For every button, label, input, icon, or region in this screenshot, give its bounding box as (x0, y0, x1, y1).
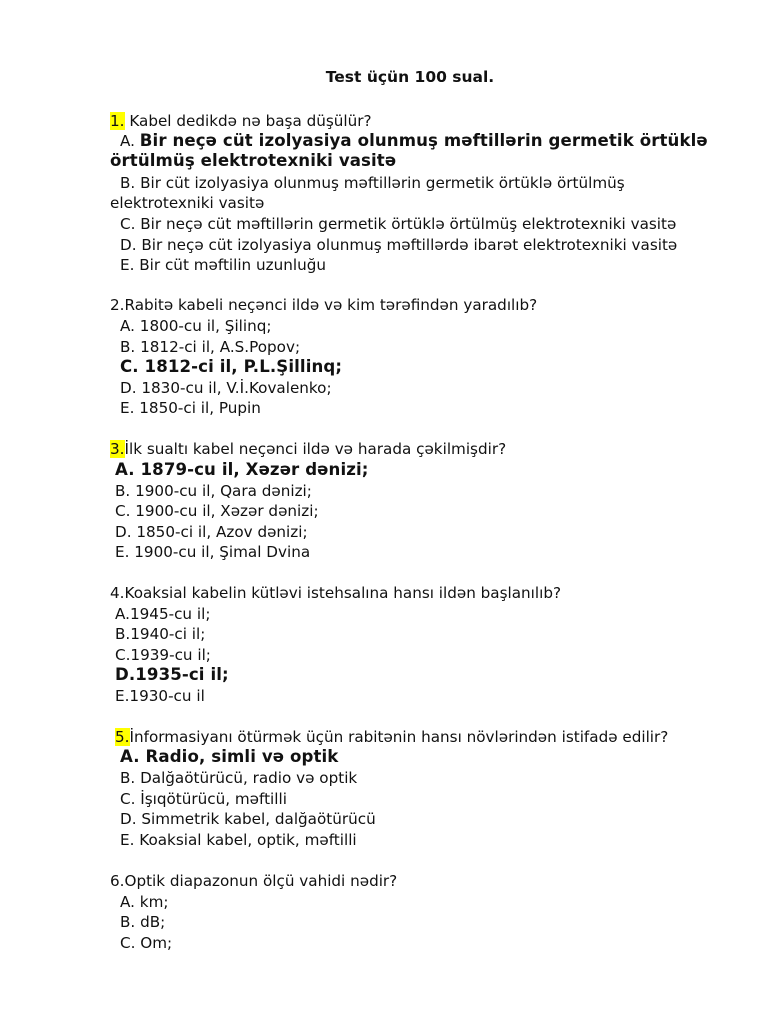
option-1a-continued: örtülmüş elektrotexniki vasitə (110, 151, 397, 170)
option-1c: C. Bir neçə cüt məftillərin germetik örtüklə örtülmüş elektrotexniki vasitə (120, 215, 677, 233)
option-3b: B. 1900-cu il, Qara dənizi; (115, 482, 312, 500)
option-4e: E.1930-cu il (115, 687, 205, 705)
question-number-highlight: 1. (110, 112, 125, 130)
option-5a-correct: A. Radio, simli və optik (120, 747, 339, 766)
option-2e: E. 1850-ci il, Pupin (120, 399, 261, 417)
question-text: Kabel dedikdə nə başa düşülür? (124, 112, 372, 130)
option-6a: A. km; (120, 893, 169, 911)
option-5c: C. İşıqötürücü, məftilli (120, 790, 287, 808)
question-3 (110, 439, 506, 459)
question-text: 2.Rabitə kabeli neçənci ildə və kim tərəfindən yaradılıb? (110, 296, 538, 314)
option-1e: E. Bir cüt məftilin uzunluğu (120, 256, 326, 274)
question-text: İnformasiyanı ötürmək üçün rabitənin hansı növlərindən istifadə edilir? (129, 728, 669, 746)
option-1a (120, 131, 708, 151)
question-number-highlight: 5. (115, 728, 130, 746)
option-1d: D. Bir neçə cüt izolyasiya olunmuş məftillərdə ibarət elektrotexniki vasitə (120, 236, 678, 254)
option-5d: D. Simmetrik kabel, dalğaötürücü (120, 810, 376, 828)
question-4 (110, 583, 561, 603)
document-title: Test üçün 100 sual. (325, 68, 495, 86)
question-text: 6.Optik diapazonun ölçü vahidi nədir? (110, 872, 398, 890)
question-text: İlk sualtı kabel neçənci ildə və harada çəkilmişdir? (124, 440, 507, 458)
option-6b: B. dB; (120, 913, 166, 931)
question-5 (115, 727, 668, 747)
option-2d: D. 1830-cu il, V.İ.Kovalenko; (120, 379, 332, 397)
question-2 (110, 295, 537, 315)
option-4c: C.1939-cu il; (115, 646, 211, 664)
option-1b: B. Bir cüt izolyasiya olunmuş məftillərin germetik örtüklə örtülmüş (120, 174, 625, 192)
question-number-highlight: 3. (110, 440, 125, 458)
option-4b: B.1940-ci il; (115, 625, 206, 643)
option-2b: B. 1812-ci il, A.S.Popov; (120, 338, 301, 356)
option-5b: B. Dalğaötürücü, radio və optik (120, 769, 358, 787)
option-letter: A. (120, 132, 140, 150)
correct-answer: Bir neçə cüt izolyasiya olunmuş məftillərin germetik örtüklə (139, 131, 708, 150)
option-2a: A. 1800-cu il, Şilinq; (120, 317, 272, 335)
question-1 (110, 111, 372, 131)
option-4a: A.1945-cu il; (115, 605, 211, 623)
option-5e: E. Koaksial kabel, optik, məftilli (120, 831, 357, 849)
option-3c: C. 1900-cu il, Xəzər dənizi; (115, 502, 319, 520)
option-1b-continued: elektrotexniki vasitə (110, 194, 265, 212)
option-6c: C. Om; (120, 934, 173, 952)
option-3e: E. 1900-cu il, Şimal Dvina (115, 543, 311, 561)
question-6 (110, 871, 397, 891)
option-3a-correct: A. 1879-cu il, Xəzər dənizi; (115, 460, 369, 479)
option-2c-correct: C. 1812-ci il, P.L.Şillinq; (120, 357, 343, 376)
option-3d: D. 1850-ci il, Azov dənizi; (115, 523, 308, 541)
option-4d-correct: D.1935-ci il; (115, 665, 229, 684)
question-text: 4.Koaksial kabelin kütləvi istehsalına hansı ildən başlanılıb? (110, 584, 562, 602)
